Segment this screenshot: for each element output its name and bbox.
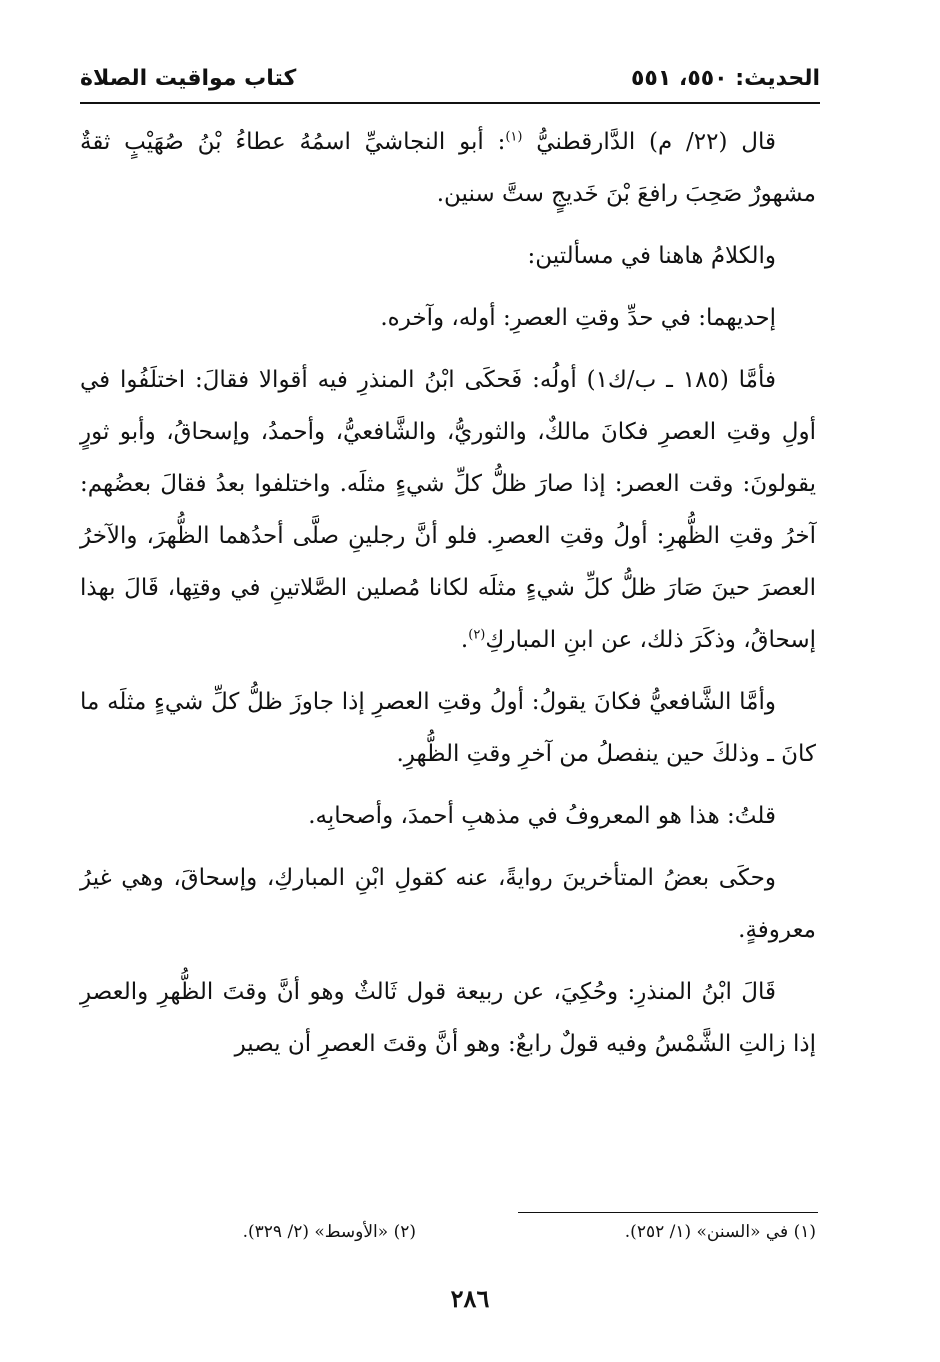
footnote-ref-1: (١) (505, 129, 523, 145)
header-rule (80, 102, 820, 104)
footnote-ref-2: (٢) (468, 627, 486, 643)
running-header (80, 66, 820, 100)
hadith-numbers: الحديث: ٥٥٠، ٥٥١ (631, 66, 820, 91)
footnote-2: (٢) «الأوسط» (٢/ ٣٢٩). (242, 1222, 416, 1242)
paragraph-8: قَالَ ابْنُ المنذرِ: وحُكِيَ، عن ربيعة قول ثَالثٌ وهو أنَّ وقتَ الظُّهرِ والعصرِ إذا زالتِ الشَّمْسُ وفيه قولٌ رابعٌ: وهو أنَّ وقتَ العصرِ أن يصير (80, 979, 816, 1057)
paragraph-3: إحديهما: في حدِّ وقتِ العصرِ: أوله، وآخره. (380, 305, 776, 331)
page-number: ٢٨٦ (450, 1284, 490, 1313)
paragraph-7: وحكَى بعضُ المتأخرينَ روايةً، عنه كقولِ ابْنِ المباركِ، وإسحاقَ، وهي غيرُ معروفةٍ. (80, 865, 816, 943)
paragraph-6: قلتُ: هذا هو المعروفُ في مذهبِ أحمدَ، وأصحابِه. (308, 803, 776, 829)
paragraph-4: فأمَّا (١٨٥ ـ ب/ك١) أولُه: فَحكَى ابْنُ المنذرِ فيه أقوالا فقالَ: اختلَفُوا في أولِ وقتِ العصرِ فكانَ مالكٌ، والثوريُّ، والشَّافعيُّ، وأحمدُ، وإسحاقُ، وأبو ثورٍ يقولونَ: وقت العصر: إذا صارَ ظلُّ كلِّ شيءٍ مثلَه. واختلفوا بعدُ فقالَ بعضُهم: آخرُ وقتِ الظُّهرِ: أولُ وقتِ العصرِ. فلو أنَّ رجلينِ صلَّى أحدُهما الظُّهرَ، والآخرُ العصرَ حينَ صَارَ ظلُّ كلِّ شيءٍ مثلَه لكانا مُصلين الصَّلاتينِ في وقتِها، قَالَ بهذا إسحاقُ، وذكَرَ ذلك، عن ابنِ المباركِ$^{(٢)}$. (80, 367, 816, 653)
footnote-rule (518, 1212, 818, 1213)
chapter-title: كتاب مواقيت الصلاة (80, 66, 297, 91)
paragraph-1: قال (٢٢/ م) الدَّارقطنيُّ $^{(١)}$: أبو النجاشيِّ اسمُهُ عطاءُ بْنُ صُهَيْبٍ ثقةٌ مشهورٌ صَحِبَ رافعَ بْنَ خَديجٍ ستَّ سنين. (80, 129, 816, 207)
paragraph-2: والكلامُ هاهنا في مسألتين: (527, 243, 776, 269)
paragraph-5: وأمَّا الشَّافعيُّ فكانَ يقولُ: أولُ وقتِ العصرِ إذا جاوزَ ظلُّ كلِّ شيءٍ مثلَه ما كانَ ـ وذلكَ حين ينفصلُ من آخرِ وقتِ الظُّهرِ. (80, 689, 816, 767)
footnote-1: (١) في «السنن» (١/ ٢٥٢). (624, 1222, 816, 1242)
body-text (80, 116, 816, 1080)
footnotes (80, 1222, 816, 1250)
